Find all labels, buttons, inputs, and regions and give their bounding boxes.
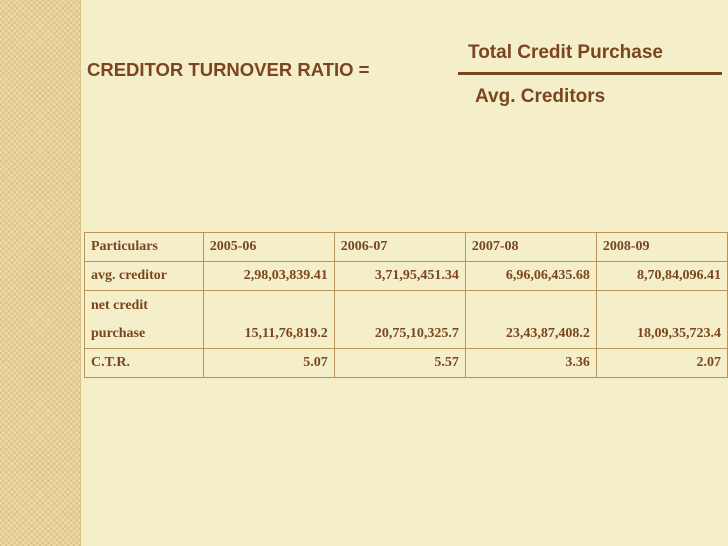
- table-cell: 6,96,06,435.68: [465, 262, 596, 291]
- formula-numerator: Total Credit Purchase: [468, 42, 663, 63]
- table-cell: 5.57: [334, 349, 465, 378]
- cell-value: 15,11,76,819.2: [244, 325, 328, 341]
- table-cell: 2.07: [596, 349, 727, 378]
- table-cell: 5.07: [203, 349, 334, 378]
- table-cell: [334, 291, 465, 349]
- cell-value: 23,43,87,408.2: [505, 325, 590, 341]
- table-cell: [465, 291, 596, 349]
- row-label: C.T.R.: [85, 349, 204, 378]
- table-header-cell: 2005-06: [203, 233, 334, 262]
- row-label-line: net credit: [91, 297, 148, 313]
- table-cell: [203, 291, 334, 349]
- table-row: [85, 291, 728, 349]
- table-cell: 3,71,95,451.34: [334, 262, 465, 291]
- ratio-table: [84, 232, 728, 378]
- table-header-row: [85, 233, 728, 262]
- table-header-cell: 2008-09: [596, 233, 727, 262]
- fraction-bar: [458, 72, 722, 75]
- table-cell: 3.36: [465, 349, 596, 378]
- side-strip-edge: [80, 0, 81, 546]
- cell-value: 20,75,10,325.7: [374, 325, 459, 341]
- table-header-cell: 2006-07: [334, 233, 465, 262]
- row-label: [85, 291, 204, 349]
- table-cell: [596, 291, 727, 349]
- cell-value: 18,09,35,723.4: [637, 325, 721, 341]
- decorative-side-strip: [0, 0, 80, 546]
- table-row: [85, 262, 728, 291]
- formula-denominator: Avg. Creditors: [475, 86, 606, 107]
- table-cell: 8,70,84,096.41: [596, 262, 727, 291]
- table-cell: 2,98,03,839.41: [203, 262, 334, 291]
- row-label: avg. creditor: [85, 262, 204, 291]
- formula-label: CREDITOR TURNOVER RATIO =: [87, 59, 370, 80]
- table-header-cell: Particulars: [85, 233, 204, 262]
- table-row: [85, 349, 728, 378]
- table-header-cell: 2007-08: [465, 233, 596, 262]
- row-label-line: purchase: [91, 325, 146, 341]
